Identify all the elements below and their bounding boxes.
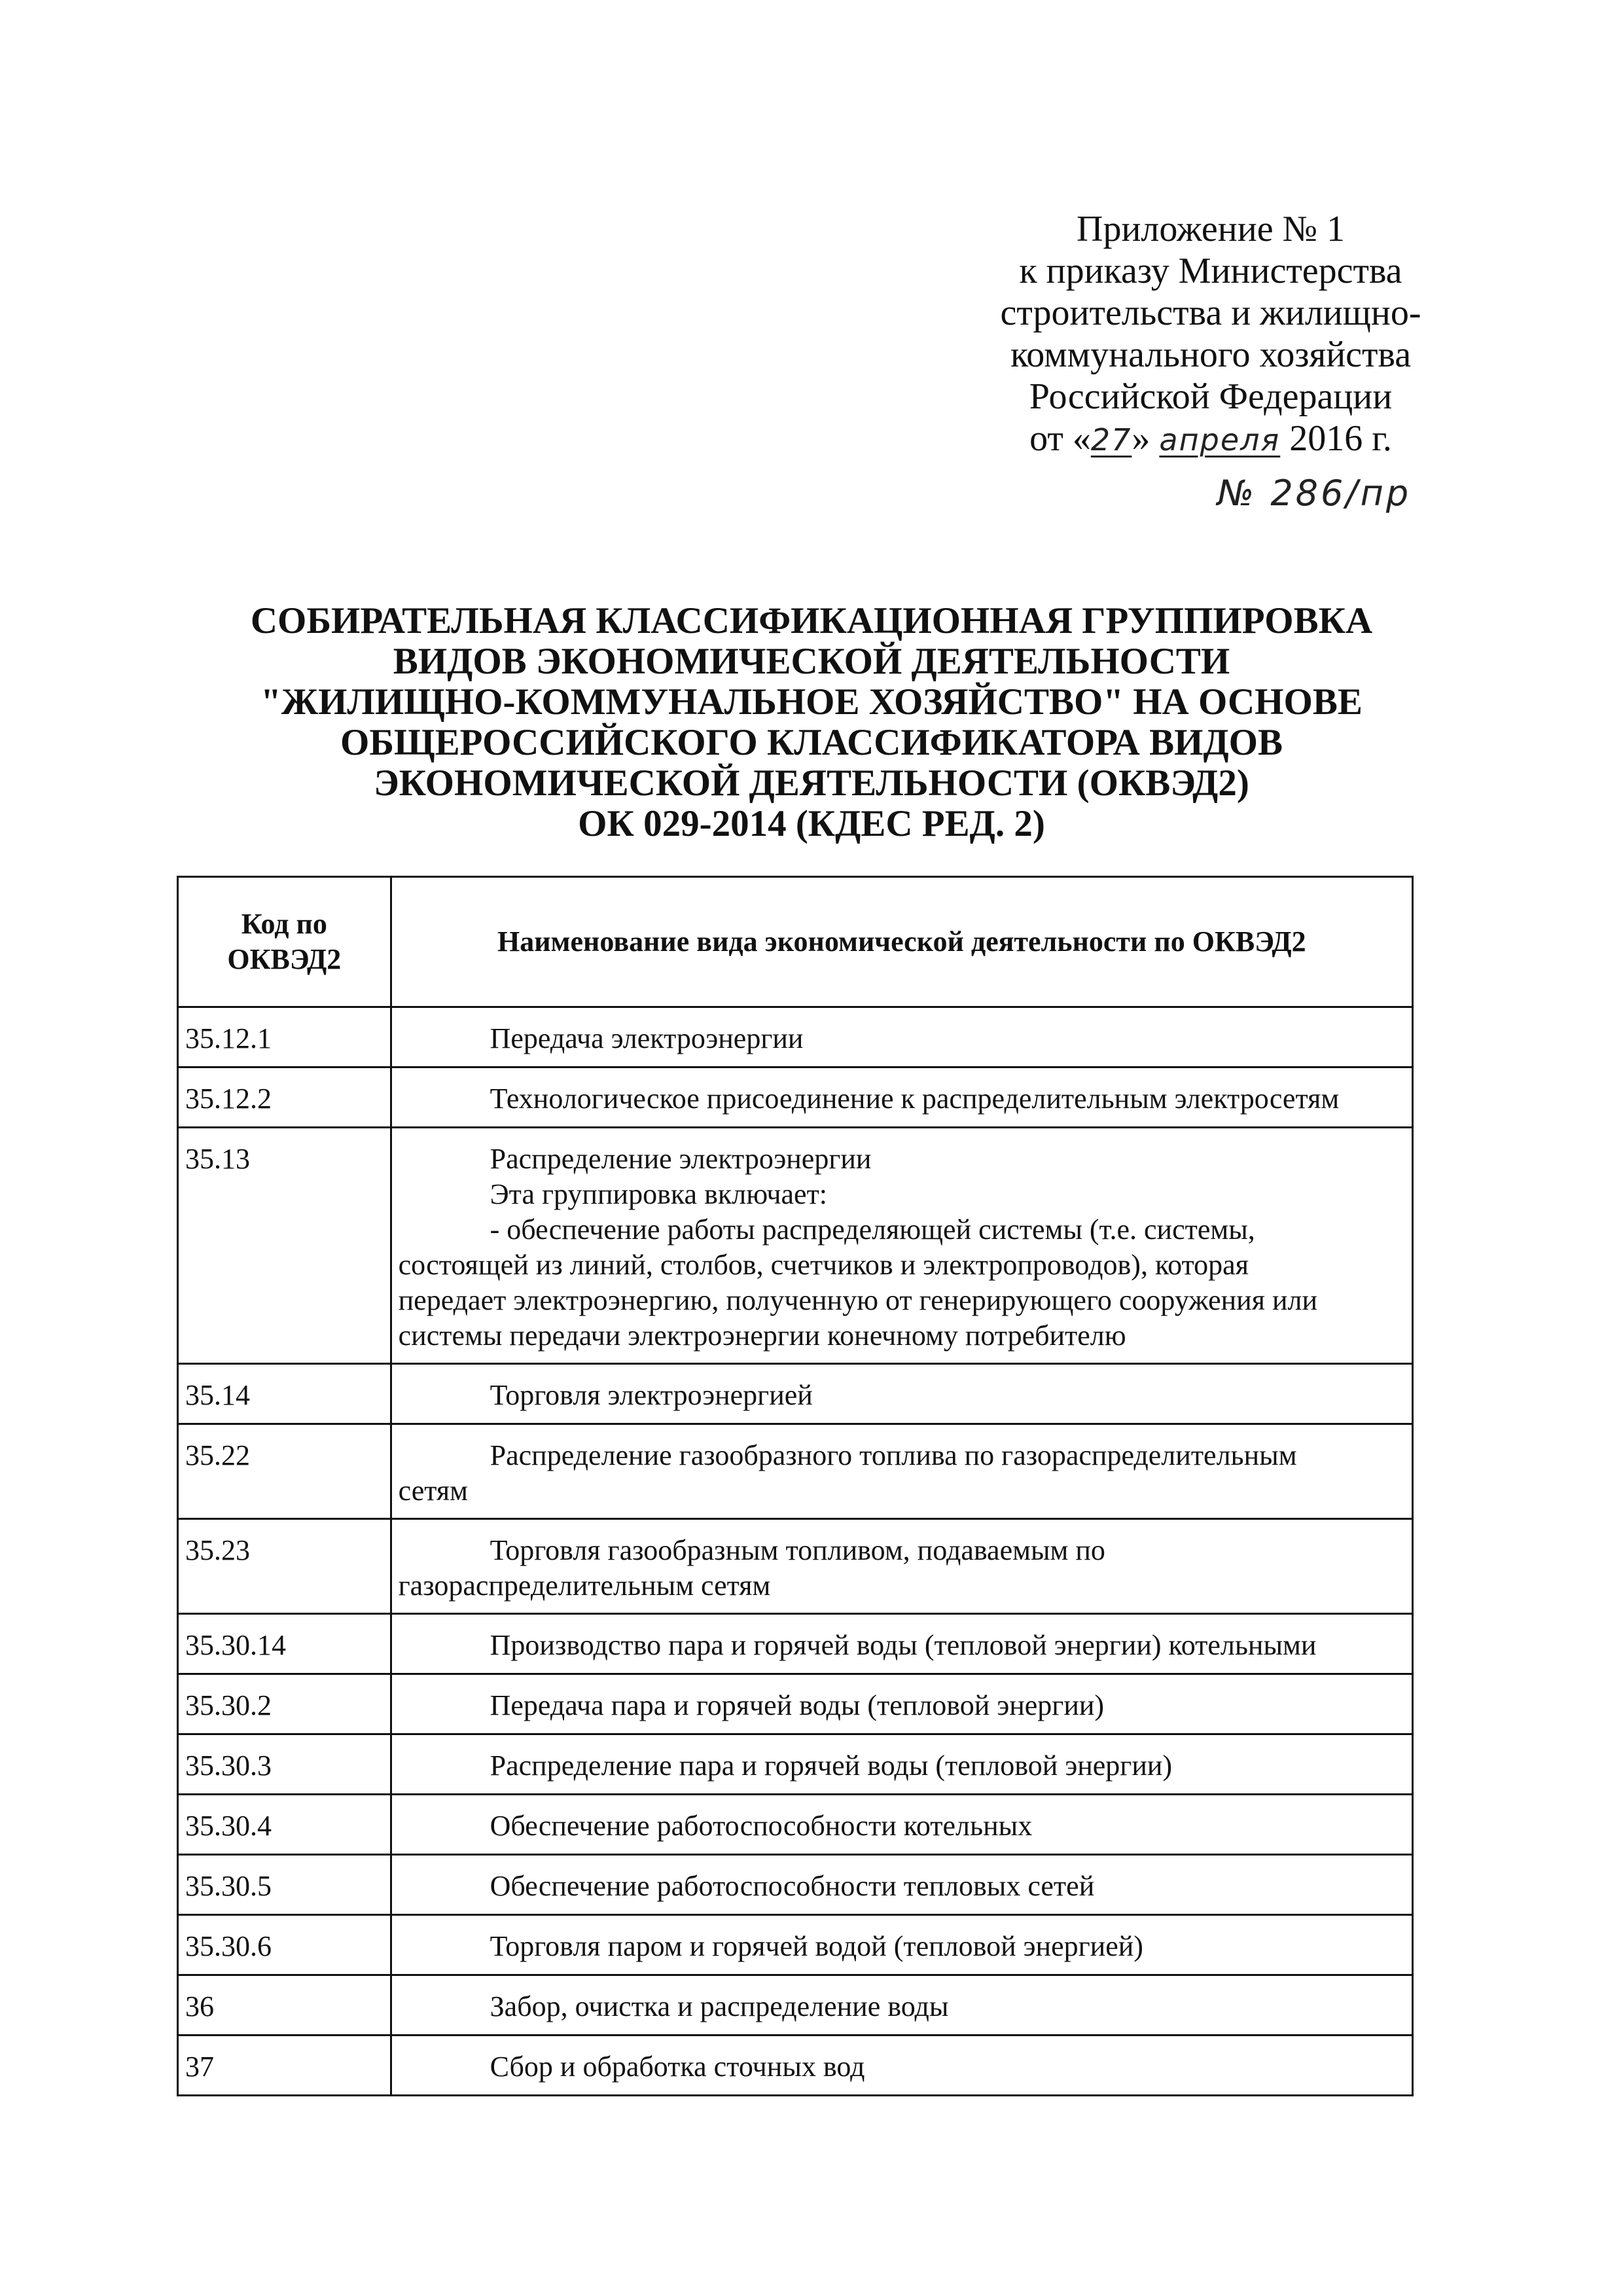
okved-code-cell: 35.30.3 <box>178 1734 391 1795</box>
table-row <box>178 1067 1413 1128</box>
handwritten-day: 27 <box>1090 422 1132 457</box>
table-header-row <box>178 877 1413 1007</box>
table-row <box>178 1975 1413 2036</box>
activity-name-cell <box>391 1855 1412 1915</box>
okved-code-cell: 37 <box>178 2036 391 2096</box>
title-line: СОБИРАТЕЛЬНАЯ КЛАССИФИКАЦИОННАЯ ГРУППИРОВКА <box>250 600 1373 641</box>
activity-name-line: Распределение электроэнергии <box>490 1143 872 1175</box>
activity-name-line: Обеспечение работоспособности котельных <box>490 1810 1033 1842</box>
appendix-line: строительства и жилищно- <box>1000 293 1421 333</box>
activity-name-line: Забор, очистка и распределение воды <box>490 1990 949 2022</box>
activity-name-line: Сбор и обработка сточных вод <box>490 2051 865 2083</box>
appendix-line: к приказу Министерства <box>1019 251 1402 291</box>
okved-code-cell: 35.14 <box>178 1364 391 1424</box>
table-row <box>178 1519 1413 1614</box>
activity-name-line: Технологическое присоединение к распределительным электросетям <box>490 1083 1340 1115</box>
title-line: ОБЩЕРОССИЙСКОГО КЛАССИФИКАТОРА ВИДОВ <box>340 722 1283 763</box>
activity-name-cell <box>391 1915 1412 1975</box>
activity-name-cell <box>391 1519 1412 1614</box>
okved-code-cell: 35.12.2 <box>178 1067 391 1128</box>
okved-code-cell: 35.30.6 <box>178 1915 391 1975</box>
activity-name-cell <box>391 1614 1412 1674</box>
date-prefix: от « <box>1029 418 1091 459</box>
handwritten-month: апреля <box>1159 422 1281 457</box>
activity-name-cell <box>391 1364 1412 1424</box>
okved-code-cell: 35.30.14 <box>178 1614 391 1674</box>
table-row <box>178 1007 1413 1067</box>
table-row <box>178 1674 1413 1734</box>
activity-name-line: Торговля газообразным топливом, подаваемым по <box>490 1534 1105 1566</box>
activity-name-line: Торговля паром и горячей водой (тепловой энергией) <box>490 1930 1143 1962</box>
table-row <box>178 1855 1413 1915</box>
activity-name-cell <box>391 1674 1412 1734</box>
header-code-line: Код по <box>241 908 327 940</box>
activity-name-line: передает электроэнергию, полученную от генерирующего сооружения или <box>398 1284 1317 1316</box>
document-title <box>157 601 1466 844</box>
activity-name-line: Передача электроэнергии <box>490 1022 804 1054</box>
appendix-block <box>942 208 1479 461</box>
table-row <box>178 2036 1413 2096</box>
title-line: ОК 029-2014 (КДЕС РЕД. 2) <box>578 803 1045 844</box>
activity-name-line: состоящей из линий, столбов, счетчиков и электропроводов), которая <box>398 1249 1249 1281</box>
okved-code-cell: 35.30.5 <box>178 1855 391 1915</box>
okved-code-cell: 35.30.4 <box>178 1795 391 1855</box>
activity-name-line: газораспределительным сетям <box>398 1570 771 1602</box>
activity-name-cell <box>391 1007 1412 1067</box>
activity-name-line: Передача пара и горячей воды (тепловой энергии) <box>490 1689 1105 1721</box>
activity-name-cell <box>391 2036 1412 2096</box>
table-body <box>178 1007 1413 2096</box>
title-line: "ЖИЛИЩНО-КОММУНАЛЬНОЕ ХОЗЯЙСТВО" НА ОСНОВЕ <box>260 681 1363 723</box>
date-year: 2016 г. <box>1280 418 1392 459</box>
table-row <box>178 1734 1413 1795</box>
table-row <box>178 1915 1413 1975</box>
header-name: Наименование вида экономической деятельности по ОКВЭД2 <box>391 877 1412 1007</box>
table-row <box>178 1364 1413 1424</box>
appendix-line: Российской Федерации <box>1029 376 1393 417</box>
title-line: ЭКОНОМИЧЕСКОЙ ДЕЯТЕЛЬНОСТИ (ОКВЭД2) <box>374 762 1249 804</box>
activity-name-line: Обеспечение работоспособности тепловых сетей <box>490 1870 1095 1902</box>
okved-code-cell: 36 <box>178 1975 391 2036</box>
table-row <box>178 1128 1413 1364</box>
table-row <box>178 1795 1413 1855</box>
okved-code-cell: 35.13 <box>178 1128 391 1364</box>
activity-name-cell <box>391 1975 1412 2036</box>
activity-name-line: Торговля электроэнергией <box>490 1379 813 1411</box>
activity-name-line: Распределение пара и горячей воды (тепловой энергии) <box>490 1749 1173 1782</box>
table-row <box>178 1614 1413 1674</box>
table-row <box>178 1424 1413 1519</box>
date-mid: » <box>1132 418 1160 459</box>
activity-name-cell <box>391 1128 1412 1364</box>
appendix-line: коммунального хозяйства <box>1010 334 1412 375</box>
activity-name-line: Эта группировка включает: <box>490 1178 828 1210</box>
header-code <box>178 877 391 1007</box>
title-line: ВИДОВ ЭКОНОМИЧЕСКОЙ ДЕЯТЕЛЬНОСТИ <box>393 641 1230 682</box>
activity-name-cell <box>391 1424 1412 1519</box>
okved-code-cell: 35.12.1 <box>178 1007 391 1067</box>
appendix-line: Приложение № 1 <box>1077 209 1345 249</box>
activity-name-cell <box>391 1734 1412 1795</box>
activity-name-line: Производство пара и горячей воды (тепловой энергии) котельными <box>490 1629 1317 1661</box>
activity-name-cell <box>391 1795 1412 1855</box>
activity-name-line: сетям <box>398 1475 468 1507</box>
activity-name-cell <box>391 1067 1412 1128</box>
activity-name-line: системы передачи электроэнергии конечному потребителю <box>398 1319 1126 1352</box>
okved-code-cell: 35.22 <box>178 1424 391 1519</box>
order-date <box>942 418 1479 461</box>
activity-name-line: Распределение газообразного топлива по газораспределительным <box>490 1439 1297 1471</box>
okved-code-cell: 35.30.2 <box>178 1674 391 1734</box>
activity-name-line: - обеспечение работы распределяющей системы (т.е. системы, <box>490 1213 1255 1246</box>
handwritten-order-number: № 286/пр <box>1217 473 1412 514</box>
header-code-line: ОКВЭД2 <box>227 943 342 975</box>
okved-table <box>177 876 1414 2096</box>
okved-code-cell: 35.23 <box>178 1519 391 1614</box>
